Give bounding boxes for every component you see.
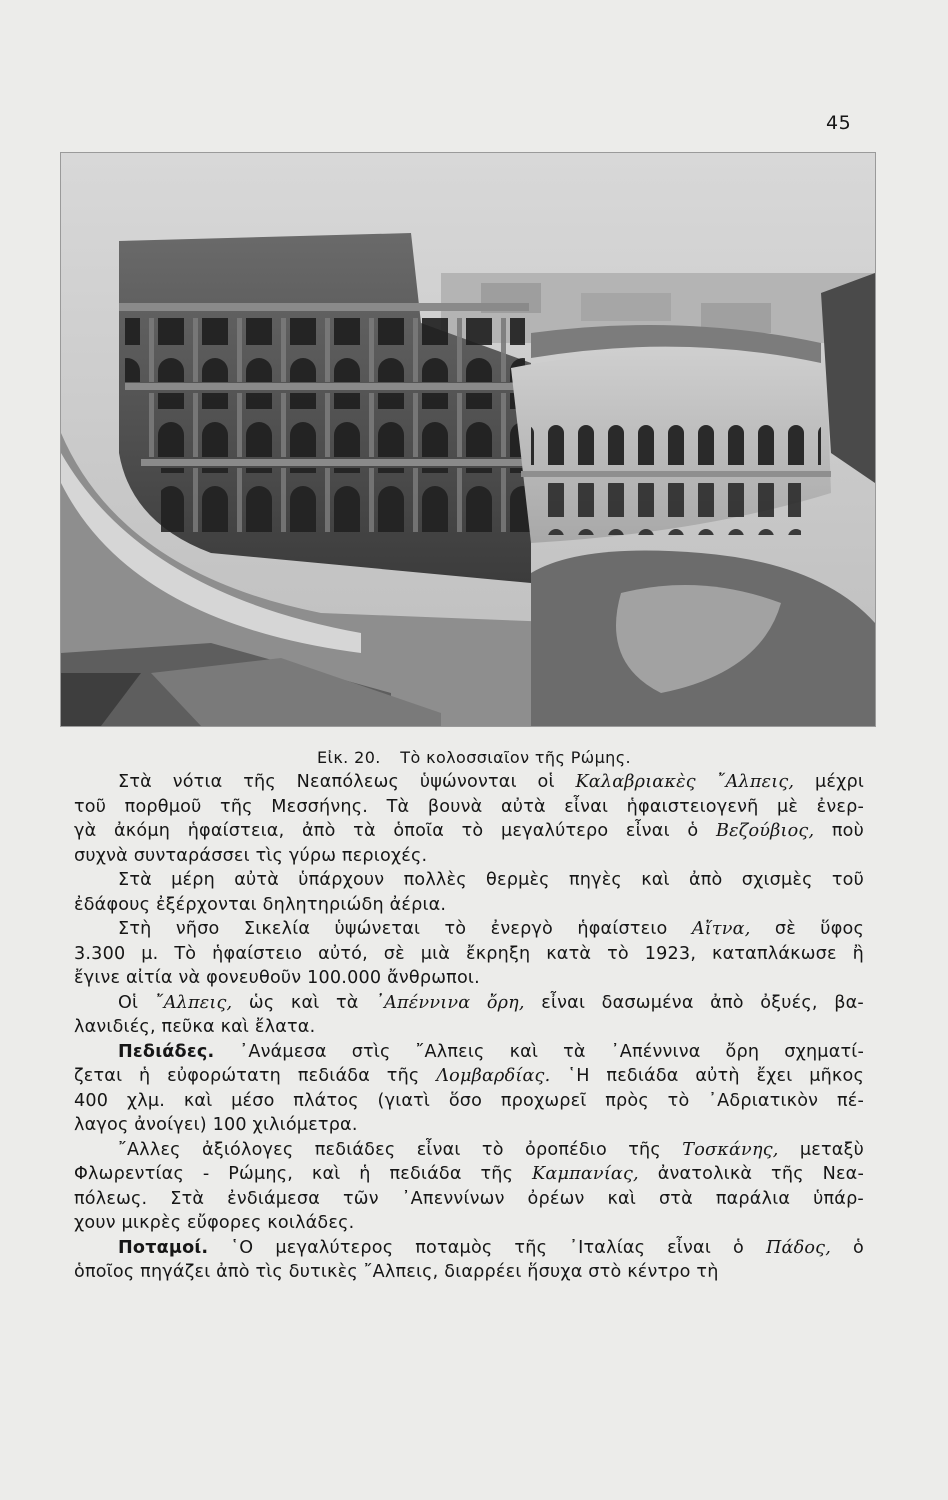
colosseum-photo: [60, 152, 876, 727]
paragraph: [74, 770, 864, 868]
text-run: ἐδάφους ἐξέρχονται δηλητηριώδη ἀέρια.: [74, 894, 447, 915]
text-run: ζεται ἡ εὐφορώτατη πεδιάδα τῆς: [74, 1066, 437, 1086]
text-run: συχνὰ συνταράσσει τὶς γύρω περιοχές.: [74, 845, 428, 866]
text-line: [74, 1040, 864, 1065]
text-run: ὡς καὶ τὰ: [232, 992, 376, 1013]
text-line: [74, 1138, 864, 1163]
text-line: [74, 1064, 864, 1089]
text-line: [74, 770, 864, 795]
text-line: [74, 1211, 864, 1236]
paragraph: [74, 917, 864, 991]
caption-number: Εἰκ. 20.: [317, 748, 381, 767]
text-run: Στὰ νότια τῆς Νεαπόλεως ὑψώνονται οἱ: [118, 772, 576, 792]
text-line: [74, 868, 864, 893]
text-run: 400 χλμ. καὶ μέσο πλάτος (γιατὶ ὅσο προχωρεῖ πρὸς τὸ ᾿Αδριατικὸν πέ-: [74, 1090, 864, 1111]
text-run: τοῦ πορθμοῦ τῆς Μεσσήνης. Τὰ βουνὰ αὐτὰ εἶναι ἡφαιστειογενῆ μὲ ἐνερ-: [74, 796, 864, 817]
text-line: [74, 1236, 864, 1261]
text-run: Στὰ μέρη αὐτὰ ὑπάρχουν πολλὲς θερμὲς πηγὲς καὶ ἀπὸ σχισμὲς τοῦ: [118, 870, 864, 890]
text-run: ῾Η πεδιάδα αὐτὴ ἔχει μῆκος: [550, 1066, 864, 1086]
text-line: [74, 819, 864, 844]
text-run: σὲ ὕφος: [750, 919, 864, 939]
text-run: εἶναι δασωμένα ἀπὸ ὀξυές, βα-: [524, 992, 864, 1013]
text-run: μέχρι: [794, 772, 864, 792]
text-run: ποὺ: [814, 821, 864, 841]
text-run: Στὴ νῆσο Σικελία ὑψώνεται τὸ ἐνεργὸ ἡφαίστειο: [118, 919, 692, 939]
place-name: Αἴτνα,: [691, 919, 751, 939]
place-name: Καμπανίας,: [532, 1164, 639, 1184]
text-line: [74, 991, 864, 1016]
text-line: [74, 1113, 864, 1138]
place-name: Τοσκάνης,: [682, 1139, 779, 1160]
place-name: Βεζούβιος,: [715, 821, 815, 841]
text-run: ὁ: [831, 1237, 864, 1258]
text-run: ἀνατολικὰ τῆς Νεα-: [638, 1164, 864, 1184]
text-run: Φλωρεντίας - Ρώμης, καὶ ἡ πεδιάδα τῆς: [74, 1164, 533, 1184]
text-run: μεταξὺ: [778, 1139, 864, 1160]
text-run: πόλεως. Στὰ ἐνδιάμεσα τῶν ᾿Απεννίνων ὀρέων καὶ στὰ παράλια ὑπάρ-: [74, 1188, 864, 1209]
text-line: [74, 942, 864, 967]
place-name: Καλαβριακὲς ῎Αλπεις,: [575, 772, 795, 792]
text-line: [74, 966, 864, 991]
place-name: Λομβαρδίας.: [436, 1066, 551, 1086]
body-text: [74, 770, 864, 1285]
paragraph: [74, 1236, 864, 1285]
text-run: λαγος ἀνοίγει) 100 χιλιόμετρα.: [74, 1115, 358, 1135]
paragraph: [74, 868, 864, 917]
text-line: [74, 1187, 864, 1212]
text-run: ἔγινε αἰτία νὰ φονευθοῦν 100.000 ἄνθρωποι.: [74, 968, 480, 988]
figure-caption: [0, 748, 948, 767]
place-name: ῎Αλπεις,: [154, 992, 233, 1013]
text-run: λανιδιές, πεῦκα καὶ ἔλατα.: [74, 1017, 316, 1037]
text-run: Οἱ: [118, 992, 155, 1013]
text-line: [74, 1015, 864, 1040]
place-name: ᾿Απέννινα ὄρη,: [375, 992, 525, 1013]
section-heading: Πεδιάδες.: [118, 1041, 215, 1062]
text-line: [74, 1162, 864, 1187]
place-name: Πάδος,: [765, 1237, 832, 1258]
paragraph: [74, 1040, 864, 1138]
text-run: ὁποῖος πηγάζει ἀπὸ τὶς δυτικὲς ῎Αλπεις, διαρρέει ἥσυχα στὸ κέντρο τὴ: [74, 1262, 719, 1282]
text-run: γὰ ἀκόμη ἡφαίστεια, ἀπὸ τὰ ὁποῖα τὸ μεγαλύτερο εἶναι ὁ: [74, 821, 716, 841]
paragraph: [74, 1138, 864, 1236]
text-line: [74, 917, 864, 942]
section-heading: Ποταμοί.: [118, 1237, 209, 1258]
page-number: 45: [826, 112, 852, 134]
paragraph: [74, 991, 864, 1040]
text-line: [74, 1260, 864, 1285]
text-line: [74, 893, 864, 918]
caption-text: Τὸ κολοσσιαῖον τῆς Ρώμης.: [400, 748, 631, 767]
text-line: [74, 844, 864, 869]
text-run: 3.300 μ. Τὸ ἡφαίστειο αὐτό, σὲ μιὰ ἔκρηξη κατὰ τὸ 1923, καταπλάκωσε ἢ: [74, 943, 864, 964]
text-line: [74, 1089, 864, 1114]
text-run: ᾿Ανάμεσα στὶς ῎Αλπεις καὶ τὰ ᾿Απέννινα ὄρη σχηματί-: [214, 1041, 864, 1062]
text-line: [74, 795, 864, 820]
text-run: χουν μικρὲς εὔφορες κοιλάδες.: [74, 1213, 355, 1233]
text-run: ῎Αλλες ἀξιόλογες πεδιάδες εἶναι τὸ ὀροπέδιο τῆς: [118, 1139, 683, 1160]
text-run: ῾Ο μεγαλύτερος ποταμὸς τῆς ᾿Ιταλίας εἶναι ὁ: [208, 1237, 766, 1258]
